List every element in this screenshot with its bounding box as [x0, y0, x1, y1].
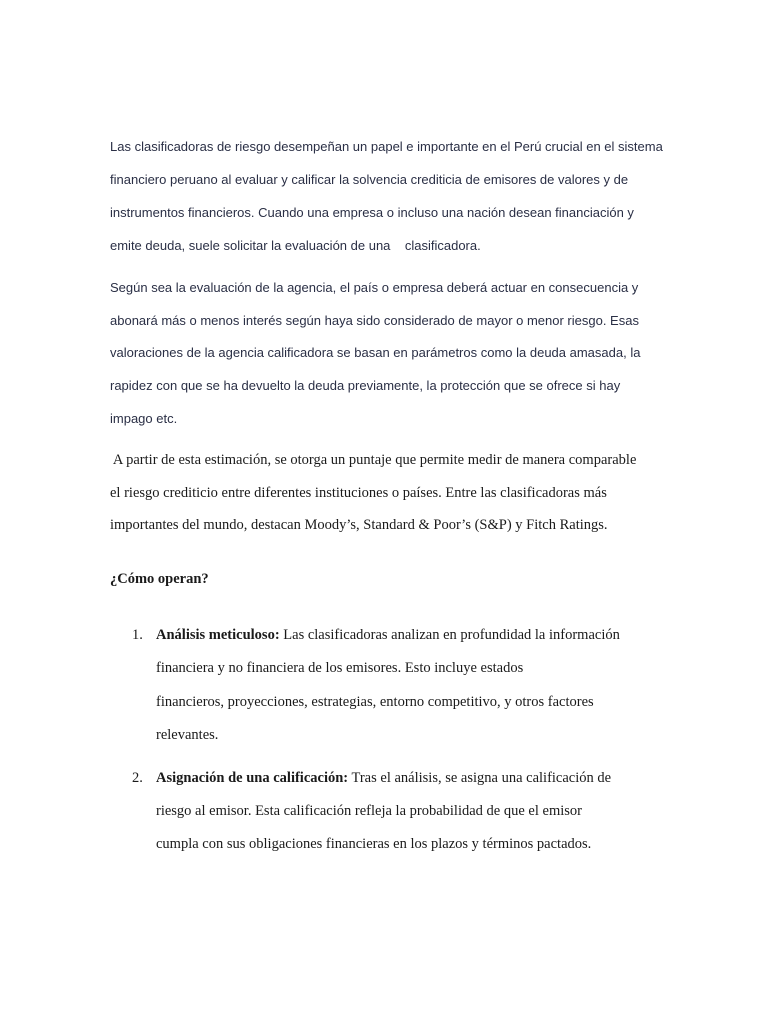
paragraph-2-line-2: abonará más o menos interés según haya sido considerado de mayor o menor riesgo. Esas: [110, 313, 639, 328]
list-item-2-first-rest: Tras el análisis, se asigna una calificación de: [348, 770, 612, 786]
list-item-1-number: 1.: [132, 627, 143, 643]
list-item-1-title: Análisis meticuloso:: [156, 627, 280, 643]
paragraph-1-line-2: financiero peruano al evaluar y calificar la solvencia crediticia de emisores de valores y de: [110, 172, 629, 187]
paragraph-2-line-1: Según sea la evaluación de la agencia, el país o empresa deberá actuar en consecuencia y: [110, 280, 639, 295]
list-item-2-line-2: riesgo al emisor. Esta calificación refleja la probabilidad de que el emisor: [156, 803, 582, 819]
list-item-2-line-3: cumpla con sus obligaciones financieras en los plazos y términos pactados.: [156, 836, 592, 852]
paragraph-1-line-4: emite deuda, suele solicitar la evaluación de una clasificadora.: [110, 238, 481, 253]
list-item-1-line-1: [156, 627, 620, 644]
section-heading: ¿Cómo operan?: [110, 571, 209, 587]
paragraph-2-line-4: rapidez con que se ha devuelto la deuda previamente, la protección que se ofrece si hay: [110, 378, 621, 393]
list-item-1-first-rest: Las clasificadoras analizan en profundidad la información: [279, 627, 620, 643]
paragraph-3-line-1: A partir de esta estimación, se otorga un puntaje que permite medir de manera comparable: [110, 452, 637, 468]
paragraph-1-line-3: instrumentos financieros. Cuando una empresa o incluso una nación desean financiación y: [110, 205, 634, 220]
paragraph-1-line-1: Las clasificadoras de riesgo desempeñan un papel e importante en el Perú crucial en el sistema: [110, 139, 663, 154]
paragraph-2-line-5: impago etc.: [110, 411, 178, 426]
paragraph-3-line-3: importantes del mundo, destacan Moody’s, Standard & Poor’s (S&P) y Fitch Ratings.: [110, 517, 608, 533]
list-item-1-line-2: financiera y no financiera de los emisores. Esto incluye estados: [156, 660, 524, 676]
list-item-2-title: Asignación de una calificación:: [156, 770, 349, 786]
paragraph-2-line-3: valoraciones de la agencia calificadora se basan en parámetros como la deuda amasada, la: [110, 345, 641, 360]
list-item-1-line-3: financieros, proyecciones, estrategias, entorno competitivo, y otros factores: [156, 694, 594, 710]
paragraph-3-line-2: el riesgo crediticio entre diferentes instituciones o países. Entre las clasificadoras más: [110, 485, 607, 501]
list-item-2-number: 2.: [132, 770, 143, 786]
list-item-2-line-1: [156, 770, 611, 787]
list-item-1-line-4: relevantes.: [156, 727, 219, 743]
